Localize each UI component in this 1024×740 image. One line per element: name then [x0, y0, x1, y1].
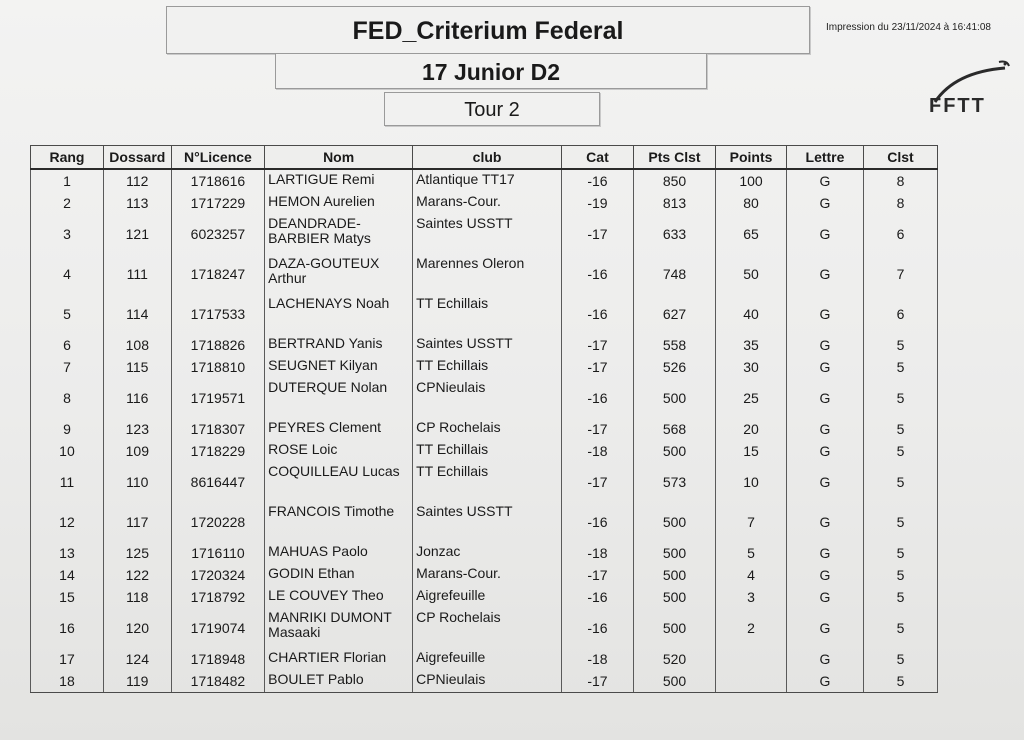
category-cell: -17 [562, 356, 634, 378]
club-cell: Saintes USSTT [413, 502, 562, 542]
column-header: Points [716, 146, 787, 170]
letter-cell: G [786, 462, 863, 502]
licence-cell: 1717533 [171, 294, 264, 334]
rank-cell: 2 [31, 192, 104, 214]
classification-cell: 5 [863, 378, 937, 418]
classification-cell: 5 [863, 648, 937, 670]
name-cell: LARTIGUE Remi [265, 169, 413, 192]
rank-cell: 3 [31, 214, 104, 254]
club-cell: CP Rochelais [413, 418, 562, 440]
club-cell: TT Echillais [413, 356, 562, 378]
column-header: N°Licence [171, 146, 264, 170]
logo-text: FFTT [929, 95, 986, 114]
name-cell: SEUGNET Kilyan [265, 356, 413, 378]
club-cell: TT Echillais [413, 294, 562, 334]
rank-cell: 11 [31, 462, 104, 502]
ranking-points-cell: 633 [633, 214, 715, 254]
licence-cell: 1718247 [171, 254, 264, 294]
points-cell: 25 [716, 378, 787, 418]
name-cell: DAZA-GOUTEUX Arthur [265, 254, 413, 294]
name-cell: COQUILLEAU Lucas [265, 462, 413, 502]
ranking-points-cell: 500 [633, 502, 715, 542]
points-cell: 5 [716, 542, 787, 564]
letter-cell: G [786, 214, 863, 254]
bib-cell: 113 [103, 192, 171, 214]
club-cell: Jonzac [413, 542, 562, 564]
points-cell: 3 [716, 586, 787, 608]
classification-cell: 5 [863, 356, 937, 378]
licence-cell: 1716110 [171, 542, 264, 564]
name-cell: MANRIKI DUMONT Masaaki [265, 608, 413, 648]
table-row [31, 192, 938, 214]
bib-cell: 109 [103, 440, 171, 462]
classification-cell: 5 [863, 586, 937, 608]
points-cell: 50 [716, 254, 787, 294]
column-header: Nom [265, 146, 413, 170]
column-header: Clst [863, 146, 937, 170]
points-cell: 80 [716, 192, 787, 214]
rank-cell: 17 [31, 648, 104, 670]
table-row [31, 542, 938, 564]
ranking-points-cell: 558 [633, 334, 715, 356]
letter-cell: G [786, 648, 863, 670]
club-cell: TT Echillais [413, 440, 562, 462]
column-header: Rang [31, 146, 104, 170]
points-cell: 20 [716, 418, 787, 440]
club-cell: CPNieulais [413, 378, 562, 418]
letter-cell: G [786, 418, 863, 440]
rank-cell: 6 [31, 334, 104, 356]
classification-cell: 5 [863, 542, 937, 564]
classification-cell: 5 [863, 462, 937, 502]
points-cell: 40 [716, 294, 787, 334]
bib-cell: 123 [103, 418, 171, 440]
ranking-points-cell: 850 [633, 169, 715, 192]
rank-cell: 5 [31, 294, 104, 334]
rank-cell: 9 [31, 418, 104, 440]
bib-cell: 121 [103, 214, 171, 254]
ranking-points-cell: 500 [633, 542, 715, 564]
name-cell: CHARTIER Florian [265, 648, 413, 670]
table-row [31, 564, 938, 586]
rank-cell: 13 [31, 542, 104, 564]
club-cell: TT Echillais [413, 462, 562, 502]
club-cell: Aigrefeuille [413, 586, 562, 608]
letter-cell: G [786, 378, 863, 418]
ranking-points-cell: 500 [633, 608, 715, 648]
competition-title: FED_Criterium Federal [166, 6, 810, 54]
bib-cell: 119 [103, 670, 171, 693]
category-cell: -18 [562, 440, 634, 462]
licence-cell: 1717229 [171, 192, 264, 214]
club-cell: Atlantique TT17 [413, 169, 562, 192]
classification-cell: 6 [863, 294, 937, 334]
licence-cell: 1718948 [171, 648, 264, 670]
points-cell: 65 [716, 214, 787, 254]
classification-cell: 5 [863, 440, 937, 462]
bib-cell: 118 [103, 586, 171, 608]
bib-cell: 114 [103, 294, 171, 334]
name-cell: LACHENAYS Noah [265, 294, 413, 334]
licence-cell: 1718826 [171, 334, 264, 356]
points-cell [716, 648, 787, 670]
licence-cell: 1718810 [171, 356, 264, 378]
rank-cell: 16 [31, 608, 104, 648]
points-cell: 30 [716, 356, 787, 378]
licence-cell: 1718482 [171, 670, 264, 693]
bib-cell: 112 [103, 169, 171, 192]
classification-cell: 5 [863, 608, 937, 648]
table-row [31, 254, 938, 294]
table-row [31, 440, 938, 462]
ranking-points-cell: 500 [633, 440, 715, 462]
rank-cell: 10 [31, 440, 104, 462]
club-cell: Saintes USSTT [413, 214, 562, 254]
category-cell: -17 [562, 214, 634, 254]
classification-cell: 5 [863, 670, 937, 693]
rank-cell: 12 [31, 502, 104, 542]
licence-cell: 1720228 [171, 502, 264, 542]
rank-cell: 14 [31, 564, 104, 586]
bib-cell: 117 [103, 502, 171, 542]
rank-cell: 15 [31, 586, 104, 608]
classification-cell: 5 [863, 334, 937, 356]
rank-cell: 18 [31, 670, 104, 693]
print-timestamp: Impression du 23/11/2024 à 16:41:08 [826, 22, 991, 33]
licence-cell: 1718792 [171, 586, 264, 608]
bib-cell: 115 [103, 356, 171, 378]
classification-cell: 8 [863, 169, 937, 192]
table-row [31, 502, 938, 542]
classification-cell: 6 [863, 214, 937, 254]
licence-cell: 1718616 [171, 169, 264, 192]
points-cell: 100 [716, 169, 787, 192]
rank-cell: 4 [31, 254, 104, 294]
points-cell: 7 [716, 502, 787, 542]
licence-cell: 1718307 [171, 418, 264, 440]
name-cell: FRANCOIS Timothe [265, 502, 413, 542]
category-cell: -16 [562, 378, 634, 418]
ranking-points-cell: 568 [633, 418, 715, 440]
ranking-points-cell: 500 [633, 564, 715, 586]
letter-cell: G [786, 356, 863, 378]
name-cell: LE COUVEY Theo [265, 586, 413, 608]
bib-cell: 122 [103, 564, 171, 586]
category-cell: -17 [562, 334, 634, 356]
name-cell: BERTRAND Yanis [265, 334, 413, 356]
ranking-points-cell: 573 [633, 462, 715, 502]
table-row [31, 586, 938, 608]
table-row [31, 169, 938, 192]
name-cell: MAHUAS Paolo [265, 542, 413, 564]
ranking-points-cell: 627 [633, 294, 715, 334]
classification-cell: 7 [863, 254, 937, 294]
category-cell: -16 [562, 294, 634, 334]
name-cell: ROSE Loic [265, 440, 413, 462]
category-cell: -16 [562, 608, 634, 648]
category-cell: -17 [562, 670, 634, 693]
division-title: 17 Junior D2 [275, 53, 707, 89]
letter-cell: G [786, 542, 863, 564]
name-cell: BOULET Pablo [265, 670, 413, 693]
ranking-points-cell: 500 [633, 586, 715, 608]
ranking-points-cell: 500 [633, 670, 715, 693]
table-row [31, 462, 938, 502]
category-cell: -16 [562, 169, 634, 192]
category-cell: -19 [562, 192, 634, 214]
letter-cell: G [786, 608, 863, 648]
bib-cell: 111 [103, 254, 171, 294]
club-cell: CPNieulais [413, 670, 562, 693]
category-cell: -16 [562, 586, 634, 608]
letter-cell: G [786, 192, 863, 214]
bib-cell: 110 [103, 462, 171, 502]
licence-cell: 6023257 [171, 214, 264, 254]
bib-cell: 108 [103, 334, 171, 356]
licence-cell: 1719571 [171, 378, 264, 418]
letter-cell: G [786, 254, 863, 294]
results-table [30, 145, 938, 693]
category-cell: -17 [562, 418, 634, 440]
classification-cell: 5 [863, 418, 937, 440]
classification-cell: 5 [863, 564, 937, 586]
points-cell: 10 [716, 462, 787, 502]
table-row [31, 294, 938, 334]
letter-cell: G [786, 670, 863, 693]
ranking-points-cell: 520 [633, 648, 715, 670]
table-row [31, 648, 938, 670]
licence-cell: 1720324 [171, 564, 264, 586]
letter-cell: G [786, 586, 863, 608]
club-cell: Marennes Oleron [413, 254, 562, 294]
table-row [31, 418, 938, 440]
category-cell: -17 [562, 564, 634, 586]
licence-cell: 1719074 [171, 608, 264, 648]
ranking-points-cell: 500 [633, 378, 715, 418]
column-header: Dossard [103, 146, 171, 170]
club-cell: CP Rochelais [413, 608, 562, 648]
letter-cell: G [786, 294, 863, 334]
club-cell: Saintes USSTT [413, 334, 562, 356]
name-cell: GODIN Ethan [265, 564, 413, 586]
table-row [31, 670, 938, 693]
rank-cell: 7 [31, 356, 104, 378]
name-cell: DEANDRADE-BARBIER Matys [265, 214, 413, 254]
club-cell: Marans-Cour. [413, 192, 562, 214]
name-cell: HEMON Aurelien [265, 192, 413, 214]
letter-cell: G [786, 169, 863, 192]
ranking-points-cell: 748 [633, 254, 715, 294]
classification-cell: 5 [863, 502, 937, 542]
name-cell: DUTERQUE Nolan [265, 378, 413, 418]
table-row [31, 608, 938, 648]
table-row [31, 356, 938, 378]
club-cell: Aigrefeuille [413, 648, 562, 670]
column-header: Cat [562, 146, 634, 170]
round-title: Tour 2 [384, 92, 600, 126]
bib-cell: 125 [103, 542, 171, 564]
rank-cell: 8 [31, 378, 104, 418]
classification-cell: 8 [863, 192, 937, 214]
ranking-points-cell: 526 [633, 356, 715, 378]
points-cell: 15 [716, 440, 787, 462]
rank-cell: 1 [31, 169, 104, 192]
licence-cell: 1718229 [171, 440, 264, 462]
fftt-logo [925, 54, 1015, 114]
table-row [31, 378, 938, 418]
table-header-row [31, 146, 938, 170]
column-header: club [413, 146, 562, 170]
bib-cell: 116 [103, 378, 171, 418]
licence-cell: 8616447 [171, 462, 264, 502]
ranking-points-cell: 813 [633, 192, 715, 214]
category-cell: -17 [562, 462, 634, 502]
category-cell: -18 [562, 648, 634, 670]
club-cell: Marans-Cour. [413, 564, 562, 586]
points-cell: 4 [716, 564, 787, 586]
letter-cell: G [786, 440, 863, 462]
table-row [31, 214, 938, 254]
letter-cell: G [786, 334, 863, 356]
table-body [31, 169, 938, 693]
letter-cell: G [786, 564, 863, 586]
points-cell: 2 [716, 608, 787, 648]
points-cell [716, 670, 787, 693]
category-cell: -18 [562, 542, 634, 564]
category-cell: -16 [562, 254, 634, 294]
column-header: Pts Clst [633, 146, 715, 170]
name-cell: PEYRES Clement [265, 418, 413, 440]
category-cell: -16 [562, 502, 634, 542]
points-cell: 35 [716, 334, 787, 356]
letter-cell: G [786, 502, 863, 542]
bib-cell: 120 [103, 608, 171, 648]
column-header: Lettre [786, 146, 863, 170]
bib-cell: 124 [103, 648, 171, 670]
table-row [31, 334, 938, 356]
